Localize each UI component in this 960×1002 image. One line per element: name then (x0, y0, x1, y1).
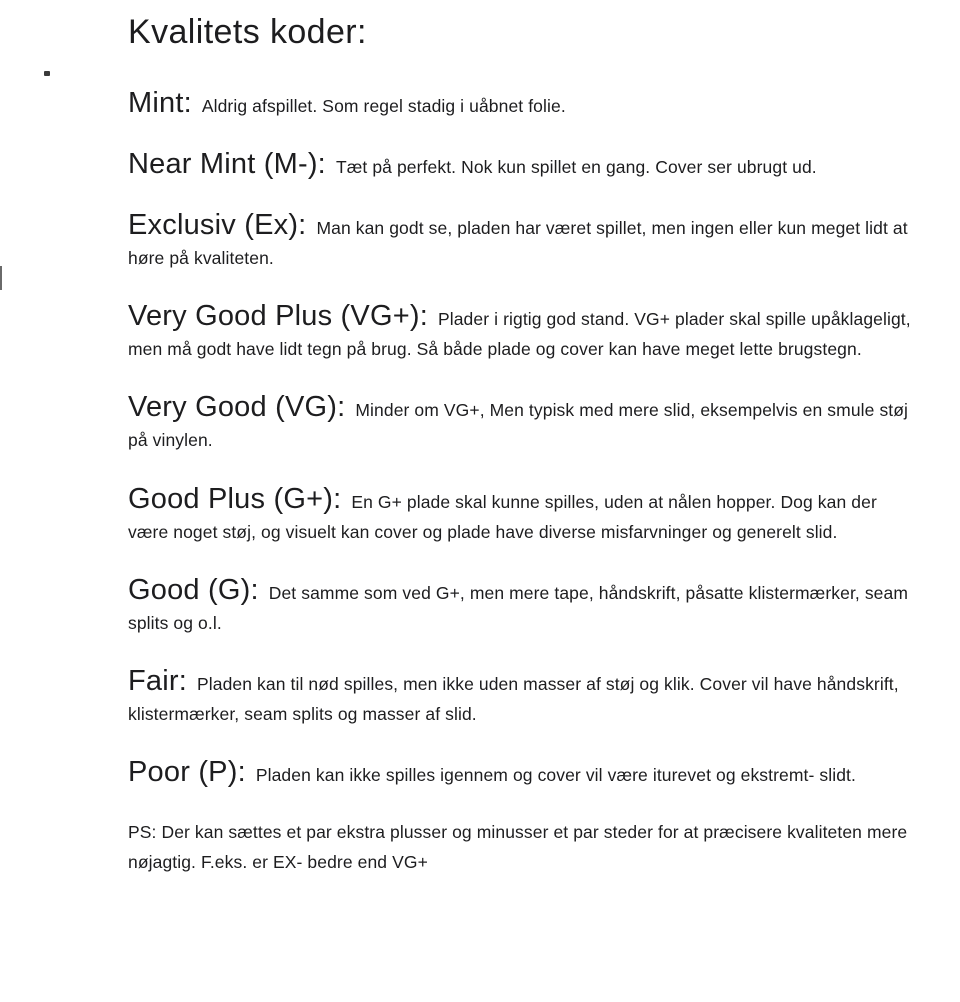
grade-term: Very Good (VG): (128, 391, 346, 424)
grade-term: Good Plus (G+): (128, 482, 342, 515)
grade-description: Tæt på perfekt. Nok kun spillet en gang. Cover ser ubrugt ud. (335, 156, 817, 177)
grade-term: Poor (P): (128, 756, 246, 789)
grade-entry-fair (128, 665, 912, 729)
grade-description: Man kan godt se, pladen har været spillet, men ingen eller kun meget lidt at høre på kvaliteten. (128, 217, 908, 269)
grade-description: Pladen kan til nød spilles, men ikke uden masser af støj og klik. Cover vil have håndskrift, klistermærker, seam splits og masser af slid. (128, 673, 899, 725)
grade-description: En G+ plade skal kunne spilles, uden at nålen hopper. Dog kan der være noget støj, og visuelt kan cover og plade have diverse misfarvninger og generelt slid. (128, 491, 877, 542)
grade-description: Aldrig afspillet. Som regel stadig i uåbnet folie. (201, 95, 566, 116)
grade-entry-good (128, 574, 912, 638)
grade-description: Det samme som ved G+, men mere tape, håndskrift, påsatte klistermærker, seam splits og o.l. (128, 582, 909, 633)
grade-term: Fair: (128, 664, 187, 697)
grade-entry-exclusiv (128, 209, 912, 273)
page-title: Kvalitets koder: (128, 13, 367, 51)
grade-entry-very-good (128, 391, 912, 455)
grade-description: Pladen kan ikke spilles igennem og cover vil være iturevet og ekstremt- slidt. (255, 765, 856, 786)
grade-entry-mint (128, 87, 912, 121)
scan-artifact-speck (44, 71, 50, 76)
grade-description: Plader i rigtig god stand. VG+ plader skal spille upåklageligt, men må godt have lidt tegn på brug. Så både plade og cover kan have meget lette brugstegn. (128, 309, 911, 360)
grade-term: Mint: (128, 86, 192, 119)
grade-description: Minder om VG+, Men typisk med mere slid, eksempelvis en smule støj på vinylen. (128, 400, 909, 451)
grade-term: Exclusiv (Ex): (128, 208, 307, 241)
grade-entry-poor (128, 756, 912, 790)
scan-artifact-edge-mark (0, 266, 2, 290)
grade-term: Near Mint (M-): (128, 147, 326, 180)
grade-entry-very-good-plus (128, 300, 912, 364)
grade-entry-good-plus (128, 483, 912, 547)
ps-note: PS: Der kan sættes et par ekstra plusser og minusser et par steder for at præcisere kvaliteten mere nøjagtig. F.eks. er EX- bedre end VG+ (128, 822, 908, 873)
grade-term: Very Good Plus (VG+): (128, 300, 428, 333)
grade-term: Good (G): (128, 573, 259, 606)
grade-entry-near-mint (128, 148, 912, 182)
